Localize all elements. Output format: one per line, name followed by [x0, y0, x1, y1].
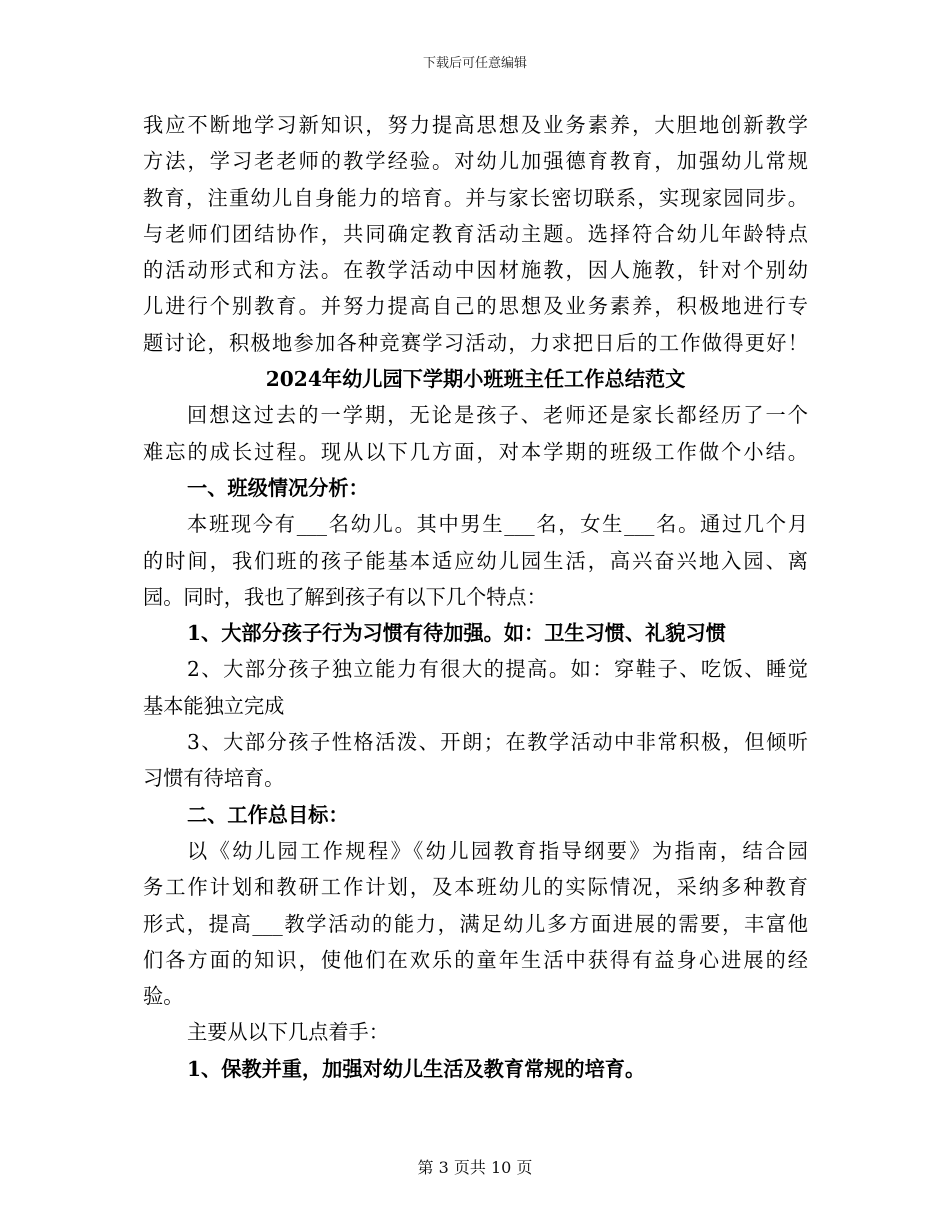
text-line: 们各方面的知识，使他们在欢乐的童年生活中获得有益身心进展的经	[143, 947, 808, 972]
text-line: 务工作计划和教研工作计划，及本班幼儿的实际情况，采纳多种教育	[143, 875, 808, 900]
text-line: 难忘的成长过程。现从以下几方面，对本学期的班级工作做个小结。	[143, 439, 808, 464]
text-line: 与老师们团结协作，共同确定教育活动主题。选择符合幼儿年龄特点	[143, 221, 808, 246]
section-heading: 一、班级情况分析：	[187, 475, 369, 500]
text-line: 教育，注重幼儿自身能力的培育。并与家长密切联系，实现家园同步。	[143, 185, 808, 210]
section-heading: 1、保教并重，加强对幼儿生活及教育常规的培育。	[187, 1056, 646, 1081]
text-line: 回想这过去的一学期，无论是孩子、老师还是家长都经历了一个	[187, 403, 808, 428]
text-line: 方法，学习老老师的教学经验。对幼儿加强德育教育，加强幼儿常规	[143, 149, 808, 174]
text-line: 习惯有待培育。	[143, 766, 285, 791]
text-line: 的时间，我们班的孩子能基本适应幼儿园生活，高兴奋兴地入园、离	[143, 548, 808, 573]
list-item: 1、大部分孩子行为习惯有待加强。如：卫生习惯、礼貌习惯	[187, 621, 726, 646]
text-line: 形式，提高___教学活动的能力，满足幼儿多方面进展的需要，丰富他	[143, 911, 808, 936]
document-body	[143, 107, 808, 1087]
text-line: 本班现今有___名幼儿。其中男生___名，女生___名。通过几个月	[187, 512, 808, 537]
section-heading: 二、工作总目标：	[187, 802, 349, 827]
text-line: 儿进行个别教育。并努力提高自己的思想及业务素养，积极地进行专	[143, 294, 808, 319]
text-line: 主要从以下几点着手：	[187, 1020, 389, 1045]
list-item: 2、大部分孩子独立能力有很大的提高。如：穿鞋子、吃饭、睡觉	[187, 657, 808, 682]
text-line: 园。同时，我也了解到孩子有以下几个特点：	[143, 584, 547, 609]
text-line: 我应不断地学习新知识，努力提高思想及业务素养，大胆地创新教学	[143, 113, 808, 137]
text-line: 题讨论，积极地参加各种竞赛学习活动，力求把日后的工作做得更好！	[143, 330, 808, 355]
document-title: 2024年幼儿园下学期小班班主任工作总结范文	[265, 367, 686, 392]
page-header: 下载后可任意编辑	[422, 56, 527, 71]
page-footer: 第 3 页共 10 页	[417, 1158, 533, 1177]
list-item: 3、大部分孩子性格活泼、开朗；在教学活动中非常积极，但倾听	[187, 730, 808, 755]
text-line: 基本能独立完成	[143, 693, 285, 718]
text-line: 以《幼儿园工作规程》《幼儿园教育指导纲要》为指南，结合园	[187, 838, 808, 863]
text-line: 的活动形式和方法。在教学活动中因材施教，因人施教，针对个别幼	[143, 258, 808, 283]
text-line: 验。	[143, 984, 184, 1009]
